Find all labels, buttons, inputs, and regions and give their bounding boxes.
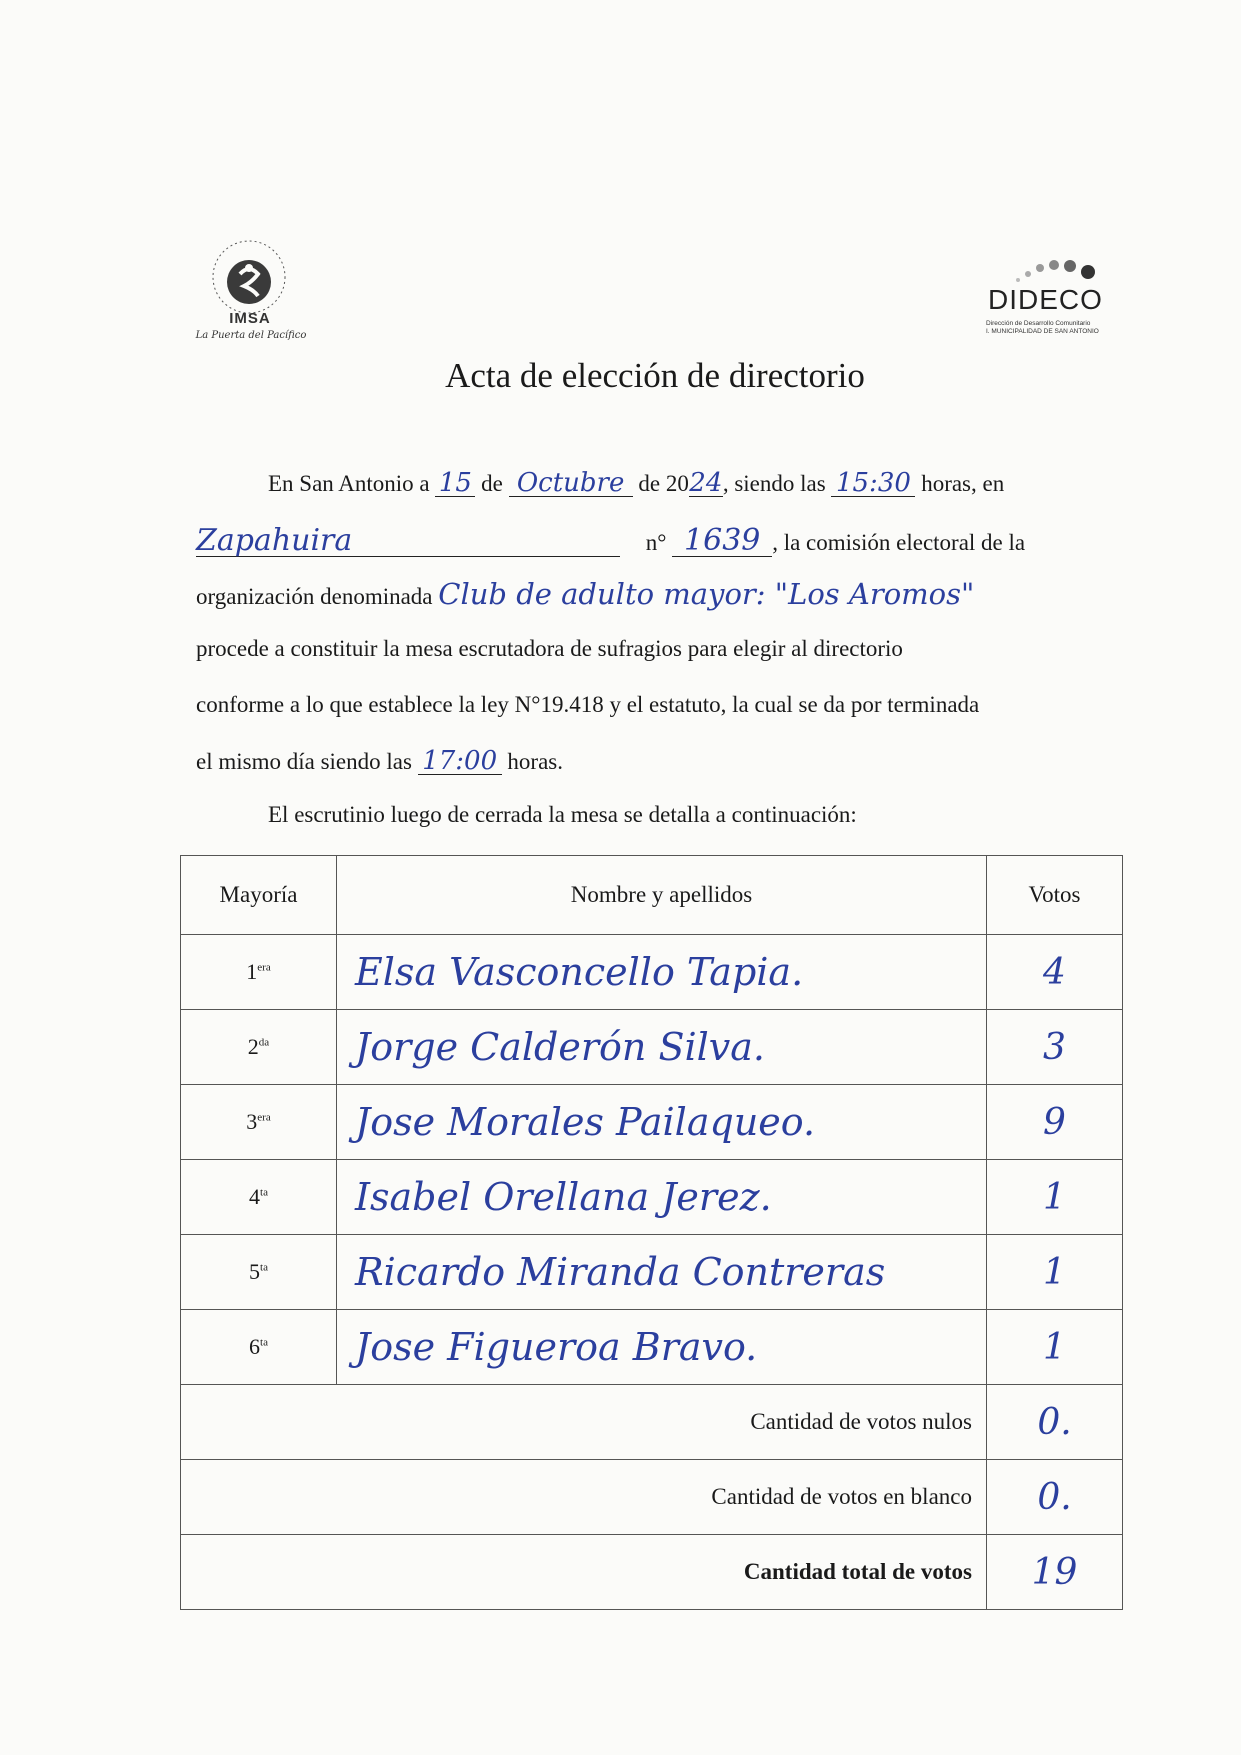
rank-cell: $2^{da}$: [181, 1010, 337, 1085]
paragraph-line-2: [196, 523, 1026, 558]
table-row: [181, 1235, 1123, 1310]
text-de: de: [481, 471, 503, 496]
page-title: Acta de elección de directorio: [445, 356, 865, 395]
blank-votes-value: 0.: [987, 1460, 1123, 1535]
candidate-name: Jose Figueroa Bravo.: [337, 1310, 987, 1385]
municipal-emblem-icon: [210, 238, 288, 316]
total-votes-label: Cantidad total de votos: [181, 1535, 987, 1610]
end-time-field: 17:00: [418, 748, 502, 775]
day-field: 15: [435, 470, 475, 497]
candidate-name: Jose Morales Pailaqueo.: [337, 1085, 987, 1160]
dideco-name: DIDECO: [988, 284, 1103, 315]
null-votes-row: [181, 1385, 1123, 1460]
paragraph-line-3: [196, 577, 1088, 611]
candidate-name: Elsa Vasconcello Tapia.: [337, 935, 987, 1010]
table-header-row: [181, 856, 1123, 935]
text-de-20: de 20: [638, 471, 689, 496]
candidate-votes: 1: [987, 1235, 1123, 1310]
number-field: 1639: [672, 526, 772, 557]
dideco-line1: Dirección de Desarrollo Comunitario: [986, 320, 1091, 327]
rank-cell: $5^{ta}$: [181, 1235, 337, 1310]
paragraph-line-1: [268, 470, 1004, 497]
text-siendo-las: , siendo las: [722, 471, 826, 496]
imsa-motto: La Puerta del Pacífico: [195, 330, 307, 341]
imsa-name: IMSA: [229, 310, 271, 327]
header-votes: Votos: [987, 856, 1123, 935]
candidate-name: Ricardo Miranda Contreras: [337, 1235, 987, 1310]
start-time-field: 15:30: [831, 470, 915, 497]
results-table: [180, 855, 1123, 1610]
blank-votes-label: Cantidad de votos en blanco: [181, 1460, 987, 1535]
total-votes-value: 19: [987, 1535, 1123, 1610]
candidate-votes: 3: [987, 1010, 1123, 1085]
table-row: [181, 1010, 1123, 1085]
header-name: Nombre y apellidos: [337, 856, 987, 935]
paragraph-line-6: [196, 748, 563, 775]
text-organizacion-denominada: organización denominada: [196, 584, 433, 609]
imsa-logo: [192, 238, 314, 346]
candidate-votes: 9: [987, 1085, 1123, 1160]
candidate-votes: 1: [987, 1310, 1123, 1385]
rank-cell: $3^{era}$: [181, 1085, 337, 1160]
paragraph-line-4: procede a constituir la mesa escrutadora de sufragios para elegir al directorio: [196, 636, 903, 661]
candidate-votes: 4: [987, 935, 1123, 1010]
candidate-name: Jorge Calderón Silva.: [337, 1010, 987, 1085]
year-field: 24: [689, 468, 723, 498]
text-horas-en: horas, en: [921, 471, 1005, 496]
month-field: Octubre: [509, 470, 633, 497]
text-horas: horas.: [507, 749, 563, 774]
dideco-line2: I. MUNICIPALIDAD DE SAN ANTONIO: [986, 328, 1099, 335]
rank-cell: $1^{era}$: [181, 935, 337, 1010]
candidate-name: Isabel Orellana Jerez.: [337, 1160, 987, 1235]
null-votes-label: Cantidad de votos nulos: [181, 1385, 987, 1460]
street-field: Zapahuira: [196, 526, 620, 557]
null-votes-value: 0.: [987, 1385, 1123, 1460]
dideco-logo: [982, 258, 1108, 342]
paragraph-line-5: conforme a lo que establece la ley N°19.418 y el estatuto, la cual se da por terminada: [196, 692, 980, 717]
org-name-field: Club de adulto mayor: "Los Aromos": [438, 577, 975, 611]
table-row: [181, 1160, 1123, 1235]
table-row: [181, 1310, 1123, 1385]
table-row: [181, 935, 1123, 1010]
text-el-mismo-dia: el mismo día siendo las: [196, 749, 412, 774]
blank-votes-row: [181, 1460, 1123, 1535]
text-comision-electoral: , la comisión electoral de la: [772, 530, 1026, 555]
paragraph-line-7: El escrutinio luego de cerrada la mesa se detalla a continuación:: [268, 802, 857, 827]
table-row: [181, 1085, 1123, 1160]
text-en-san-antonio: En San Antonio a: [268, 471, 430, 496]
rank-cell: $6^{ta}$: [181, 1310, 337, 1385]
total-votes-row: [181, 1535, 1123, 1610]
text-numero: n°: [645, 530, 667, 555]
rank-cell: $4^{ta}$: [181, 1160, 337, 1235]
header-rank: Mayoría: [181, 856, 337, 935]
candidate-votes: 1: [987, 1160, 1123, 1235]
